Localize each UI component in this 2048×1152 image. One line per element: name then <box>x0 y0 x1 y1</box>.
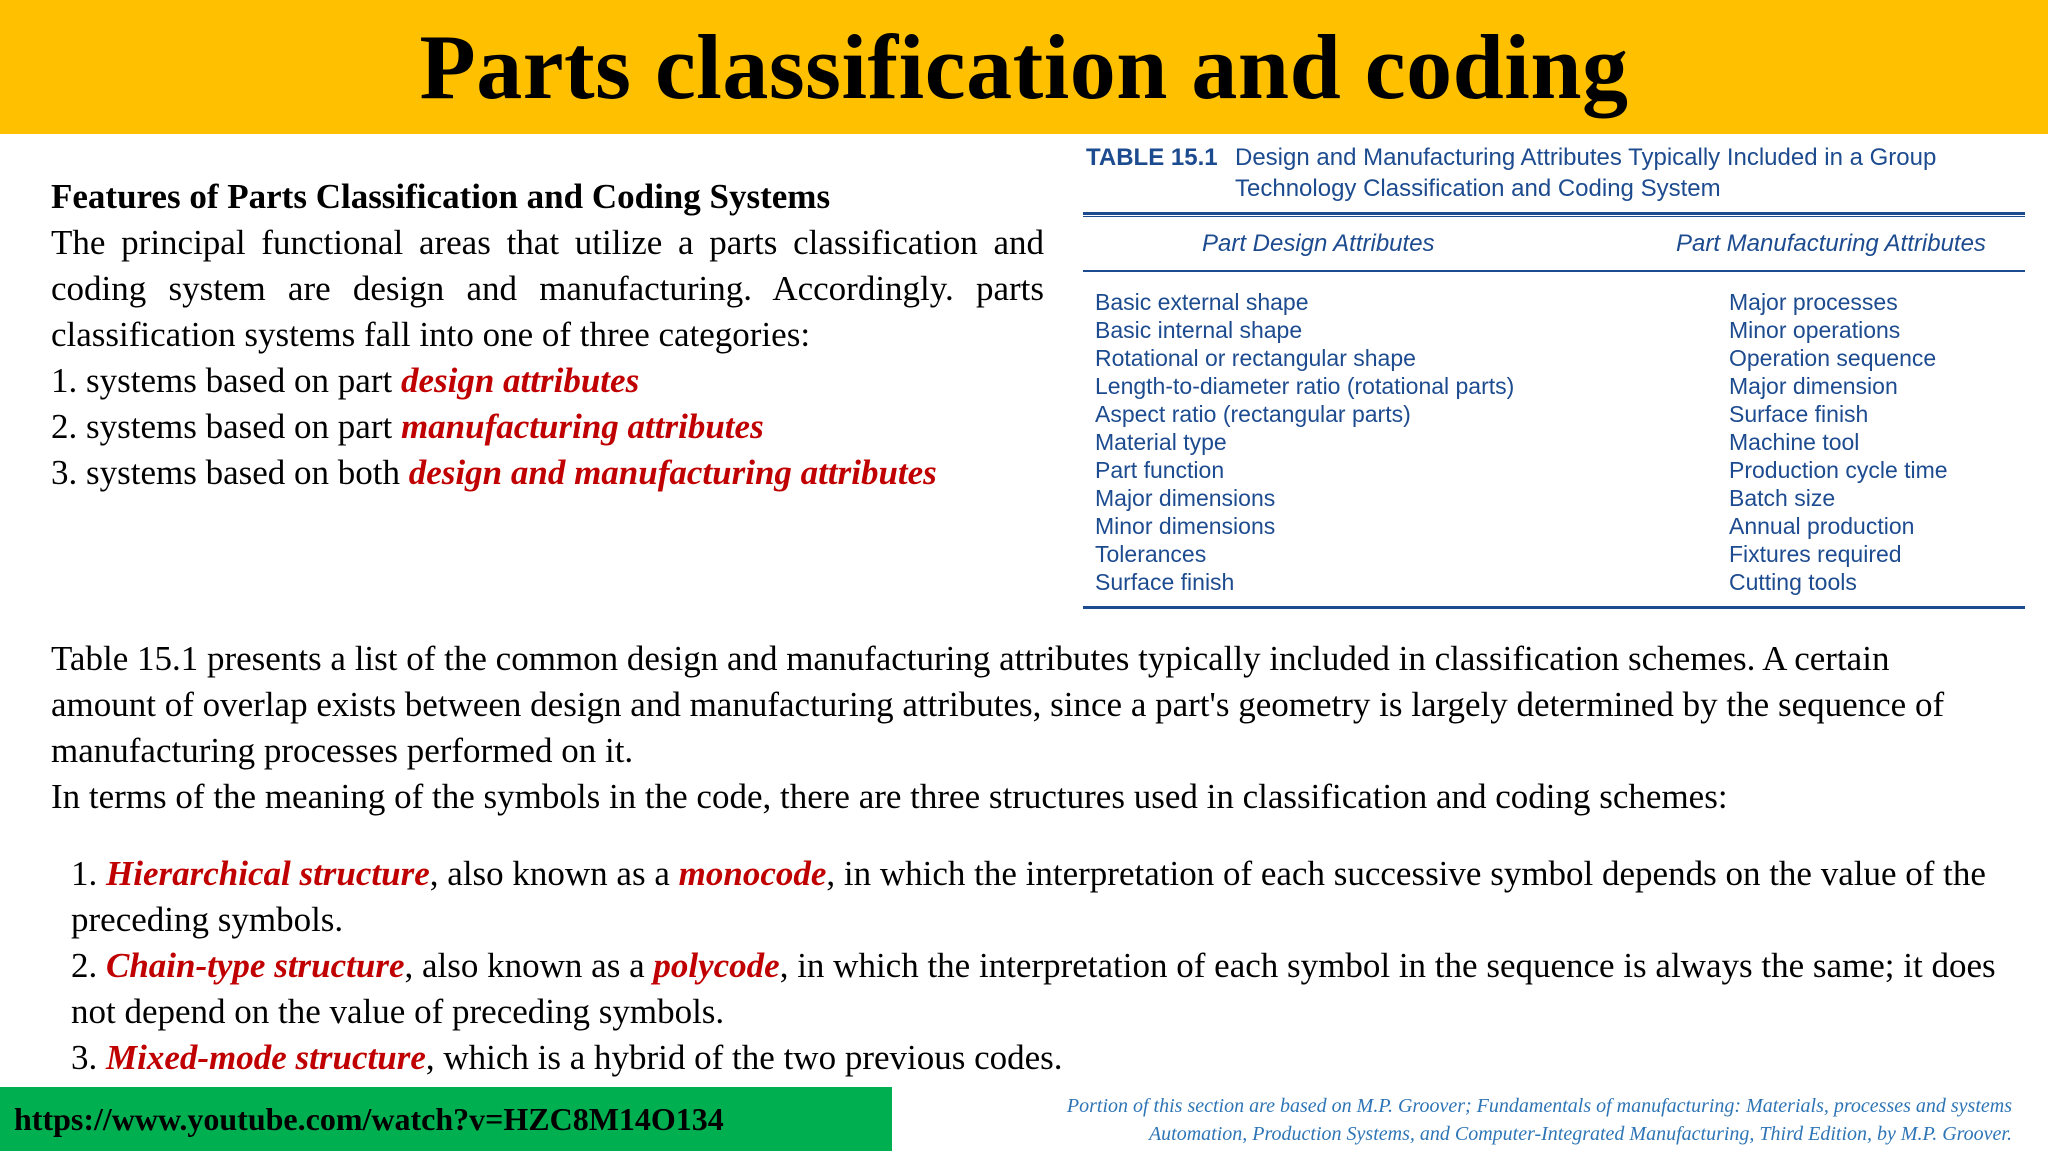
item-text: , in which the interpretation of each symbol in the sequence is always the same; it does not depend on the value of preceding symbols. <box>71 946 1996 1031</box>
structure-item-3 <box>71 1035 2011 1081</box>
category-item-3 <box>51 450 1044 496</box>
manufacturing-attribute-item: Minor operations <box>1729 317 1901 343</box>
design-attribute-item: Part function <box>1095 457 1225 483</box>
item-text: , in which the interpretation of each successive symbol depends on the value of the preceding symbols. <box>71 854 1986 939</box>
design-attribute-item: Length-to-diameter ratio (rotational parts) <box>1095 373 1515 399</box>
category-text: 2. systems based on part <box>51 407 401 446</box>
manufacturing-attribute-item: Major processes <box>1729 289 1898 315</box>
structures-list <box>71 851 2011 1081</box>
category-emphasis: design attributes <box>400 361 640 400</box>
table-title <box>1235 142 2015 204</box>
manufacturing-attributes-list <box>1729 288 1948 596</box>
manufacturing-attribute-item: Cutting tools <box>1729 569 1857 595</box>
design-attribute-item: Basic external shape <box>1095 289 1309 315</box>
structure-name: Chain-type structure <box>106 946 405 985</box>
manufacturing-attribute-item: Annual production <box>1729 513 1915 539</box>
source-credit <box>862 1092 2012 1148</box>
structure-alias: monocode <box>678 854 827 893</box>
item-number: 3. <box>71 1038 106 1077</box>
design-attribute-item: Aspect ratio (rectangular parts) <box>1095 401 1411 427</box>
table-title-line: Technology Classification and Coding System <box>1235 175 1721 202</box>
table-title-line: Design and Manufacturing Attributes Typically Included in a Group <box>1235 144 1937 171</box>
video-link[interactable]: https://www.youtube.com/watch?v=HZC8M14O134 <box>14 1100 724 1137</box>
credit-line: Automation, Production Systems, and Computer-Integrated Manufacturing, Third Edition, by M.P. Groover. <box>1148 1123 2012 1145</box>
item-number: 2. <box>71 946 106 985</box>
credit-line: Portion of this section are based on M.P. Groover; Fundamentals of manufacturing: Materials, processes and systems <box>1066 1095 2012 1117</box>
manufacturing-attribute-item: Batch size <box>1729 485 1836 511</box>
item-text: , also known as a <box>429 854 679 893</box>
manufacturing-attribute-item: Fixtures required <box>1729 541 1902 567</box>
table-number: TABLE 15.1 <box>1086 144 1218 171</box>
manufacturing-attribute-item: Surface finish <box>1729 401 1869 427</box>
item-text: , also known as a <box>404 946 654 985</box>
manufacturing-attribute-item: Machine tool <box>1729 429 1860 455</box>
design-attribute-item: Tolerances <box>1095 541 1207 567</box>
structures-intro: In terms of the meaning of the symbols in the code, there are three structures used in classification and coding schemes: <box>51 777 1728 816</box>
table-rule <box>1083 270 2025 272</box>
design-col-header: Part Design Attributes <box>1202 230 1435 257</box>
structure-item-2 <box>71 943 2011 1035</box>
attributes-table <box>1080 138 2030 614</box>
structure-alias: polycode <box>653 946 780 985</box>
item-text: , which is a hybrid of the two previous codes. <box>425 1038 1063 1077</box>
features-intro: The principal functional areas that utilize a parts classification and coding system are design and manufacturing. Accordingly. parts classification systems fall into one of three categories: <box>51 223 1044 354</box>
features-heading: Features of Parts Classification and Coding Systems <box>51 177 831 216</box>
category-text: 1. systems based on part <box>51 361 401 400</box>
manufacturing-attribute-item: Major dimension <box>1729 373 1898 399</box>
features-section <box>51 174 1044 496</box>
category-item-2 <box>51 404 1044 450</box>
video-link-box[interactable] <box>0 1087 892 1151</box>
design-attribute-item: Material type <box>1095 429 1227 455</box>
description-paragraph <box>51 636 2001 820</box>
page-title: Parts classification and coding <box>419 16 1629 118</box>
manufacturing-attribute-item: Operation sequence <box>1729 345 1937 371</box>
structure-item-1 <box>71 851 2011 943</box>
category-item-1 <box>51 358 1044 404</box>
design-attribute-item: Rotational or rectangular shape <box>1095 345 1416 371</box>
table-rule <box>1083 212 2025 215</box>
category-emphasis: design and manufacturing attributes <box>408 453 937 492</box>
category-text: 3. systems based on both <box>51 453 409 492</box>
table-rule <box>1083 216 2025 217</box>
title-bar <box>0 0 2048 134</box>
category-emphasis: manufacturing attributes <box>400 407 764 446</box>
manufacturing-col-header: Part Manufacturing Attributes <box>1676 230 1986 257</box>
manufacturing-attribute-item: Production cycle time <box>1729 457 1948 483</box>
description-text: Table 15.1 presents a list of the common design and manufacturing attributes typically included in classification schemes. A certain amount of overlap exists between design and manufacturing attributes, since a part's geometry is largely determined by the sequence of manufacturing processes performed on it. <box>51 639 1945 770</box>
design-attribute-item: Basic internal shape <box>1095 317 1303 343</box>
design-attribute-item: Minor dimensions <box>1095 513 1276 539</box>
design-attribute-item: Surface finish <box>1095 569 1235 595</box>
table-rule <box>1083 606 2025 609</box>
design-attribute-item: Major dimensions <box>1095 485 1276 511</box>
structure-name: Mixed-mode structure <box>106 1038 426 1077</box>
design-attributes-list <box>1095 288 1514 596</box>
structure-name: Hierarchical structure <box>106 854 430 893</box>
item-number: 1. <box>71 854 106 893</box>
